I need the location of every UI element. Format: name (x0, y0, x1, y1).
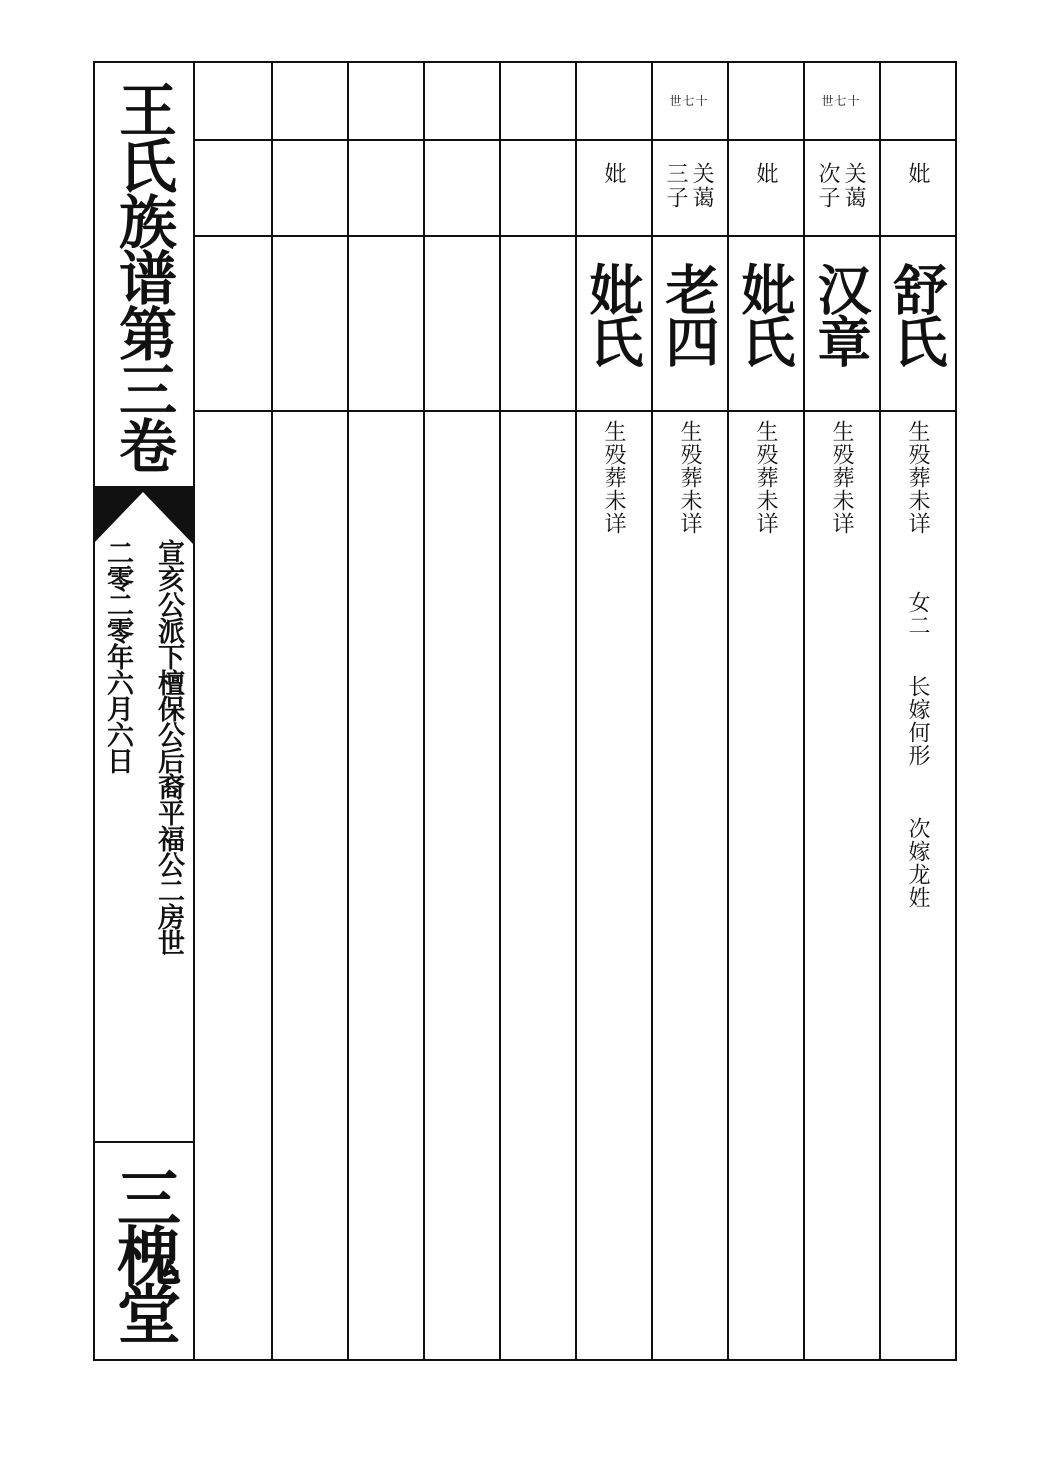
relation-label: 妣 (601, 162, 626, 186)
column-divider (423, 61, 425, 1361)
detail-text: 生殁葬未详 (677, 420, 702, 535)
hall-name: 三槐堂 (106, 1165, 181, 1339)
detail-text: 生殁葬未详 (829, 420, 854, 535)
generation-label: 世七十 (669, 94, 709, 108)
person-name: 舒氏 (885, 262, 949, 366)
column-divider (271, 61, 273, 1361)
detail-text: 长嫁何形 (905, 675, 930, 767)
relation-label: 关蔼三子 (663, 162, 714, 210)
column-divider (575, 61, 577, 1361)
person-name: 妣氏 (581, 262, 645, 366)
detail-text: 生殁葬未详 (601, 420, 626, 535)
column-divider (347, 61, 349, 1361)
branch-lineage: 宣亥公派下檀保公后裔平福公二房世 (153, 539, 184, 955)
detail-text: 生殁葬未详 (753, 420, 778, 535)
relation-label: 妣 (753, 162, 778, 186)
column-divider (499, 61, 501, 1361)
compile-date: 二零二零年六月六日 (102, 539, 133, 773)
book-title: 王氏族谱第三卷 (109, 80, 177, 472)
person-name: 汉章 (809, 262, 873, 366)
detail-text: 生殁葬未详 (905, 420, 930, 535)
generation-label: 世七十 (821, 94, 861, 108)
hall-divider (93, 1141, 193, 1143)
row-divider (195, 410, 957, 412)
column-divider (803, 61, 805, 1361)
column-divider (879, 61, 881, 1361)
column-divider (727, 61, 729, 1361)
column-divider (651, 61, 653, 1361)
person-name: 老四 (657, 262, 721, 366)
detail-text: 次嫁龙姓 (905, 817, 930, 909)
page-frame (93, 61, 957, 1361)
relation-label: 妣 (905, 162, 930, 186)
fishtail-ornament (93, 488, 193, 544)
row-divider (195, 139, 957, 141)
row-divider (195, 235, 957, 237)
person-name: 妣氏 (733, 262, 797, 366)
relation-label: 关蔼次子 (815, 162, 866, 210)
title-strip (93, 61, 195, 1361)
detail-text: 女二 (905, 591, 930, 637)
